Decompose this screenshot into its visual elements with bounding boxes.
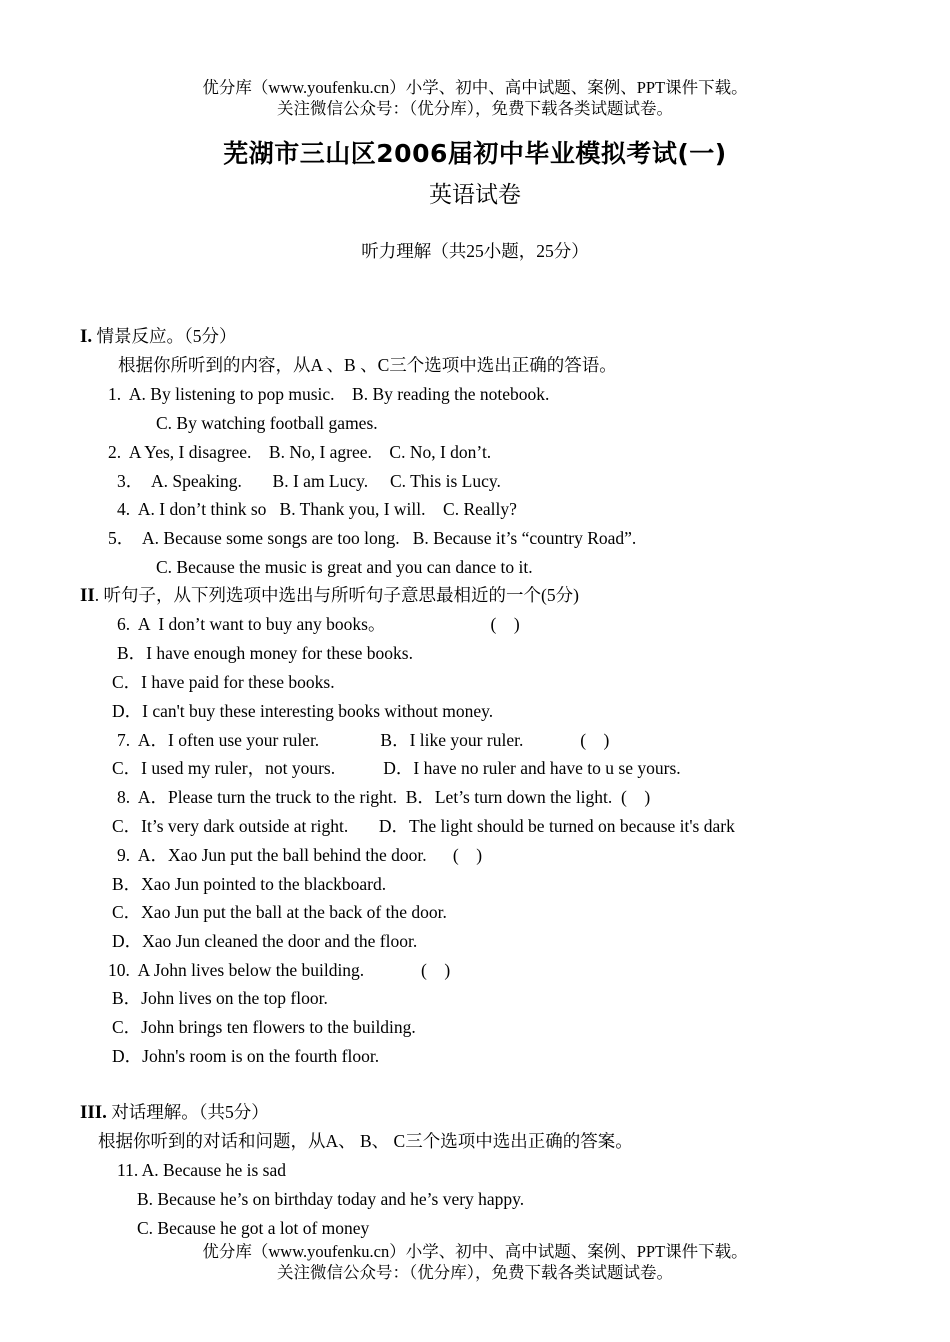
- question-line: B．John lives on the top floor.: [112, 988, 328, 1008]
- section-2-title: . 听句子，从下列选项中选出与所听句子意思最相近的一个(5分): [94, 585, 579, 605]
- listening-heading: 听力理解（共25小题，25分）: [361, 241, 589, 261]
- question-line: 9. A．Xao Jun put the ball behind the door. ( ): [117, 845, 483, 865]
- question-line: D．I can't buy these interesting books without money.: [112, 701, 494, 721]
- question-line: 8. A．Please turn the truck to the right. B．Let’s turn down the light. ( ): [117, 787, 651, 807]
- exam-title: 芜湖市三山区2006届初中毕业模拟考试(一): [223, 139, 727, 168]
- question-line: C. Because he got a lot of money: [137, 1218, 370, 1238]
- question-line: B．I have enough money for these books.: [117, 643, 413, 663]
- question-line: 1. A. By listening to pop music. B. By reading the notebook.: [108, 384, 550, 404]
- question-line: 6. A I don’t want to buy any books。 ( ): [117, 614, 520, 634]
- question-line: B．Xao Jun pointed to the blackboard.: [112, 874, 387, 894]
- question-line: C．It’s very dark outside at right. D．The light should be turned on because it's dark: [112, 816, 735, 836]
- section-3-instruction: 根据你听到的对话和问题，从A、 B、 C三个选项中选出正确的答案。: [98, 1131, 633, 1151]
- question-line: C．I used my ruler，not yours. D．I have no ruler and have to u se yours.: [112, 758, 681, 778]
- question-line: 5． A. Because some songs are too long. B. Because it’s “country Road”.: [108, 528, 637, 548]
- section-3-heading: [80, 1101, 269, 1124]
- footer-line-1: 优分库（www.youfenku.cn）小学、初中、高中试题、案例、PPT课件下载。: [202, 1242, 748, 1261]
- question-line: C．John brings ten flowers to the building.: [112, 1017, 416, 1037]
- question-line: 7. A．I often use your ruler. B．I like your ruler. ( ): [117, 730, 610, 750]
- question-line: C．Xao Jun put the ball at the back of the door.: [112, 902, 447, 922]
- section-1-instruction: 根据你所听到的内容，从A 、B 、C三个选项中选出正确的答语。: [118, 355, 617, 375]
- question-line: C. Because the music is great and you can dance to it.: [156, 557, 533, 577]
- question-line: 11. A. Because he is sad: [117, 1160, 286, 1180]
- footer-line-2: 关注微信公众号：（优分库），免费下载各类试题试卷。: [277, 1263, 673, 1282]
- header-line-2: 关注微信公众号：（优分库），免费下载各类试题试卷。: [277, 99, 673, 118]
- question-line: 10. A John lives below the building. ( ): [108, 960, 451, 980]
- question-line: D．Xao Jun cleaned the door and the floor.: [112, 931, 418, 951]
- section-1-title: 情景反应。（5分）: [92, 326, 237, 346]
- question-line: C. By watching football games.: [156, 413, 378, 433]
- section-3-title: 对话理解。（共5分）: [106, 1102, 269, 1122]
- section-1-number: I.: [80, 326, 93, 347]
- question-line: C．I have paid for these books.: [112, 672, 335, 692]
- question-line: 4. A. I don’t think so B. Thank you, I will. C. Really?: [117, 499, 517, 519]
- section-1-heading: [80, 325, 237, 348]
- header-line-1: 优分库（www.youfenku.cn）小学、初中、高中试题、案例、PPT课件下载。: [202, 78, 748, 97]
- exam-subtitle: 英语试卷: [429, 182, 521, 207]
- question-line: 3． A. Speaking. B. I am Lucy. C. This is Lucy.: [117, 471, 501, 491]
- section-3-number: III.: [80, 1102, 107, 1123]
- section-2-heading: [80, 584, 579, 607]
- question-line: 2. A Yes, I disagree. B. No, I agree. C. No, I don’t.: [108, 442, 492, 462]
- question-line: D．John's room is on the fourth floor.: [112, 1046, 380, 1066]
- section-2-number: II: [80, 585, 95, 606]
- question-line: B. Because he’s on birthday today and he’s very happy.: [137, 1189, 525, 1209]
